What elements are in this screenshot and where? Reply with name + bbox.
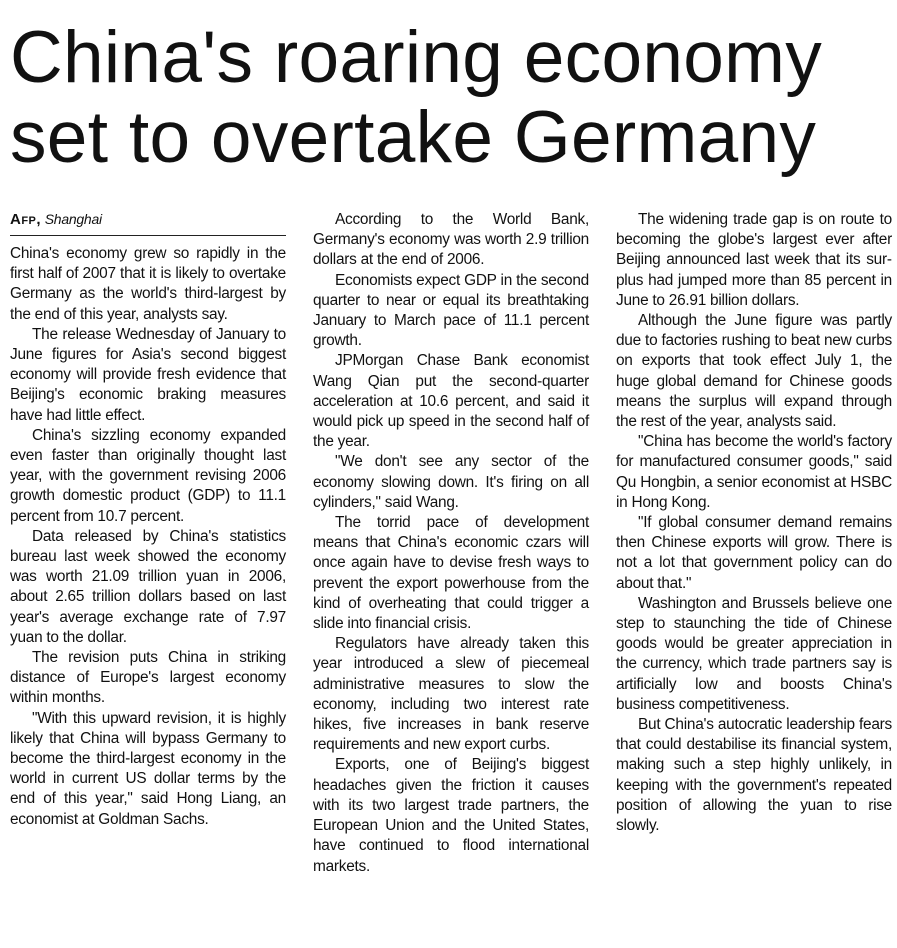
paragraph: Economists expect GDP in the second quarter to near or equal its breathtaking January to March pace of 11.1 percent growth. (313, 271, 589, 350)
column-2 (313, 210, 589, 877)
paragraph: "China has become the world's factory for manufactured consumer goods," said Qu Hongbin, a senior economist at HSBC in Hong Kong. (616, 433, 892, 511)
column-3 (616, 210, 892, 877)
paragraph: The torrid pace of development means that China's economic czars will once again have to devise fresh ways to prevent the export powerhouse from the kind of overheating that could trigger a slide into financial crisis. (313, 514, 589, 633)
column-1 (10, 210, 286, 877)
paragraph: JPMorgan Chase Bank economist Wang Qian put the second-quarter acceleration at 10.6 percent, and said it would pick up speed in the second half of the year. (313, 352, 589, 451)
paragraph: The revision puts China in striking distance of Europe's largest economy within months. (10, 649, 286, 707)
paragraph: "If global consumer demand remains then Chinese exports will grow. There is not a lot that government policy can do about that." (616, 514, 892, 592)
byline-place: Shanghai (44, 211, 102, 227)
paragraph: Data released by China's statistics bureau last week showed the economy was worth 21.09 trillion yuan in 2006, about 2.65 trillion dollars based on last year's average exchange rate of 7.97 yuan to the dollar. (10, 527, 286, 646)
paragraph: The release Wednesday of January to June figures for Asia's second biggest economy will provide fresh evidence that Beijing's economic braking measures have had little effect. (10, 325, 286, 424)
paragraph: The widening trade gap is on route to becoming the globe's largest ever after Beijing announced last week that its surplus had jumped more than 85 percent in June to 26.91 billion dollars. (616, 211, 892, 309)
paragraph: But China's autocratic leadership fears that could destabilise its financial system, making such a step highly unlikely, in keeping with the government's repeated position of allowing the yuan to rise slowly. (616, 716, 892, 835)
paragraph: According to the World Bank, Germany's economy was worth 2.9 trillion dollars at the end of 2006. (313, 211, 589, 269)
paragraph: Regulators have already taken this year introduced a slew of piecemeal administrative measures to slow the economy, including two interest rate hikes, five increases in bank reserve requirements and new export curbs. (313, 635, 589, 754)
paragraph: "We don't see any sector of the economy slowing down. It's firing on all cylinders," said Wang. (313, 453, 589, 511)
article-body (10, 210, 892, 877)
paragraph: China's economy grew so rapidly in the first half of 2007 that it is likely to overtake Germany as the world's third-largest by the end of this year, analysts say. (10, 245, 286, 323)
paragraph: Washington and Brussels believe one step to staunching the tide of Chinese goods would be greater appreciation in the currency, which trade partners say is artificially low and boosts China's business competitiveness. (616, 594, 892, 713)
headline-line-1: China's roaring economy (10, 17, 823, 98)
paragraph: Exports, one of Beijing's biggest headaches given the friction it causes with its two largest trade partners, the European Union and the United States, have continued to flood international markets. (313, 756, 589, 875)
byline (10, 210, 286, 236)
paragraph: China's sizzling economy expanded even faster than originally thought last year, with the government revising 2006 growth domestic product (GDP) to 11.1 percent from 10.7 percent. (10, 426, 286, 525)
byline-agency: Afp, (10, 211, 42, 228)
paragraph: "With this upward revision, it is highly likely that China will bypass Germany to become the third-largest economy in the world in current US dollar terms by the end of this year," said Hong Liang, an economist at Goldman Sachs. (10, 709, 286, 828)
headline-line-2: set to overtake Germany (10, 97, 817, 178)
headline (10, 18, 890, 178)
paragraph: Although the June figure was partly due to factories rushing to beat new curbs on exports that took effect July 1, the huge global demand for Chinese goods means the surplus will expand through the rest of the year, analysts said. (616, 312, 892, 431)
